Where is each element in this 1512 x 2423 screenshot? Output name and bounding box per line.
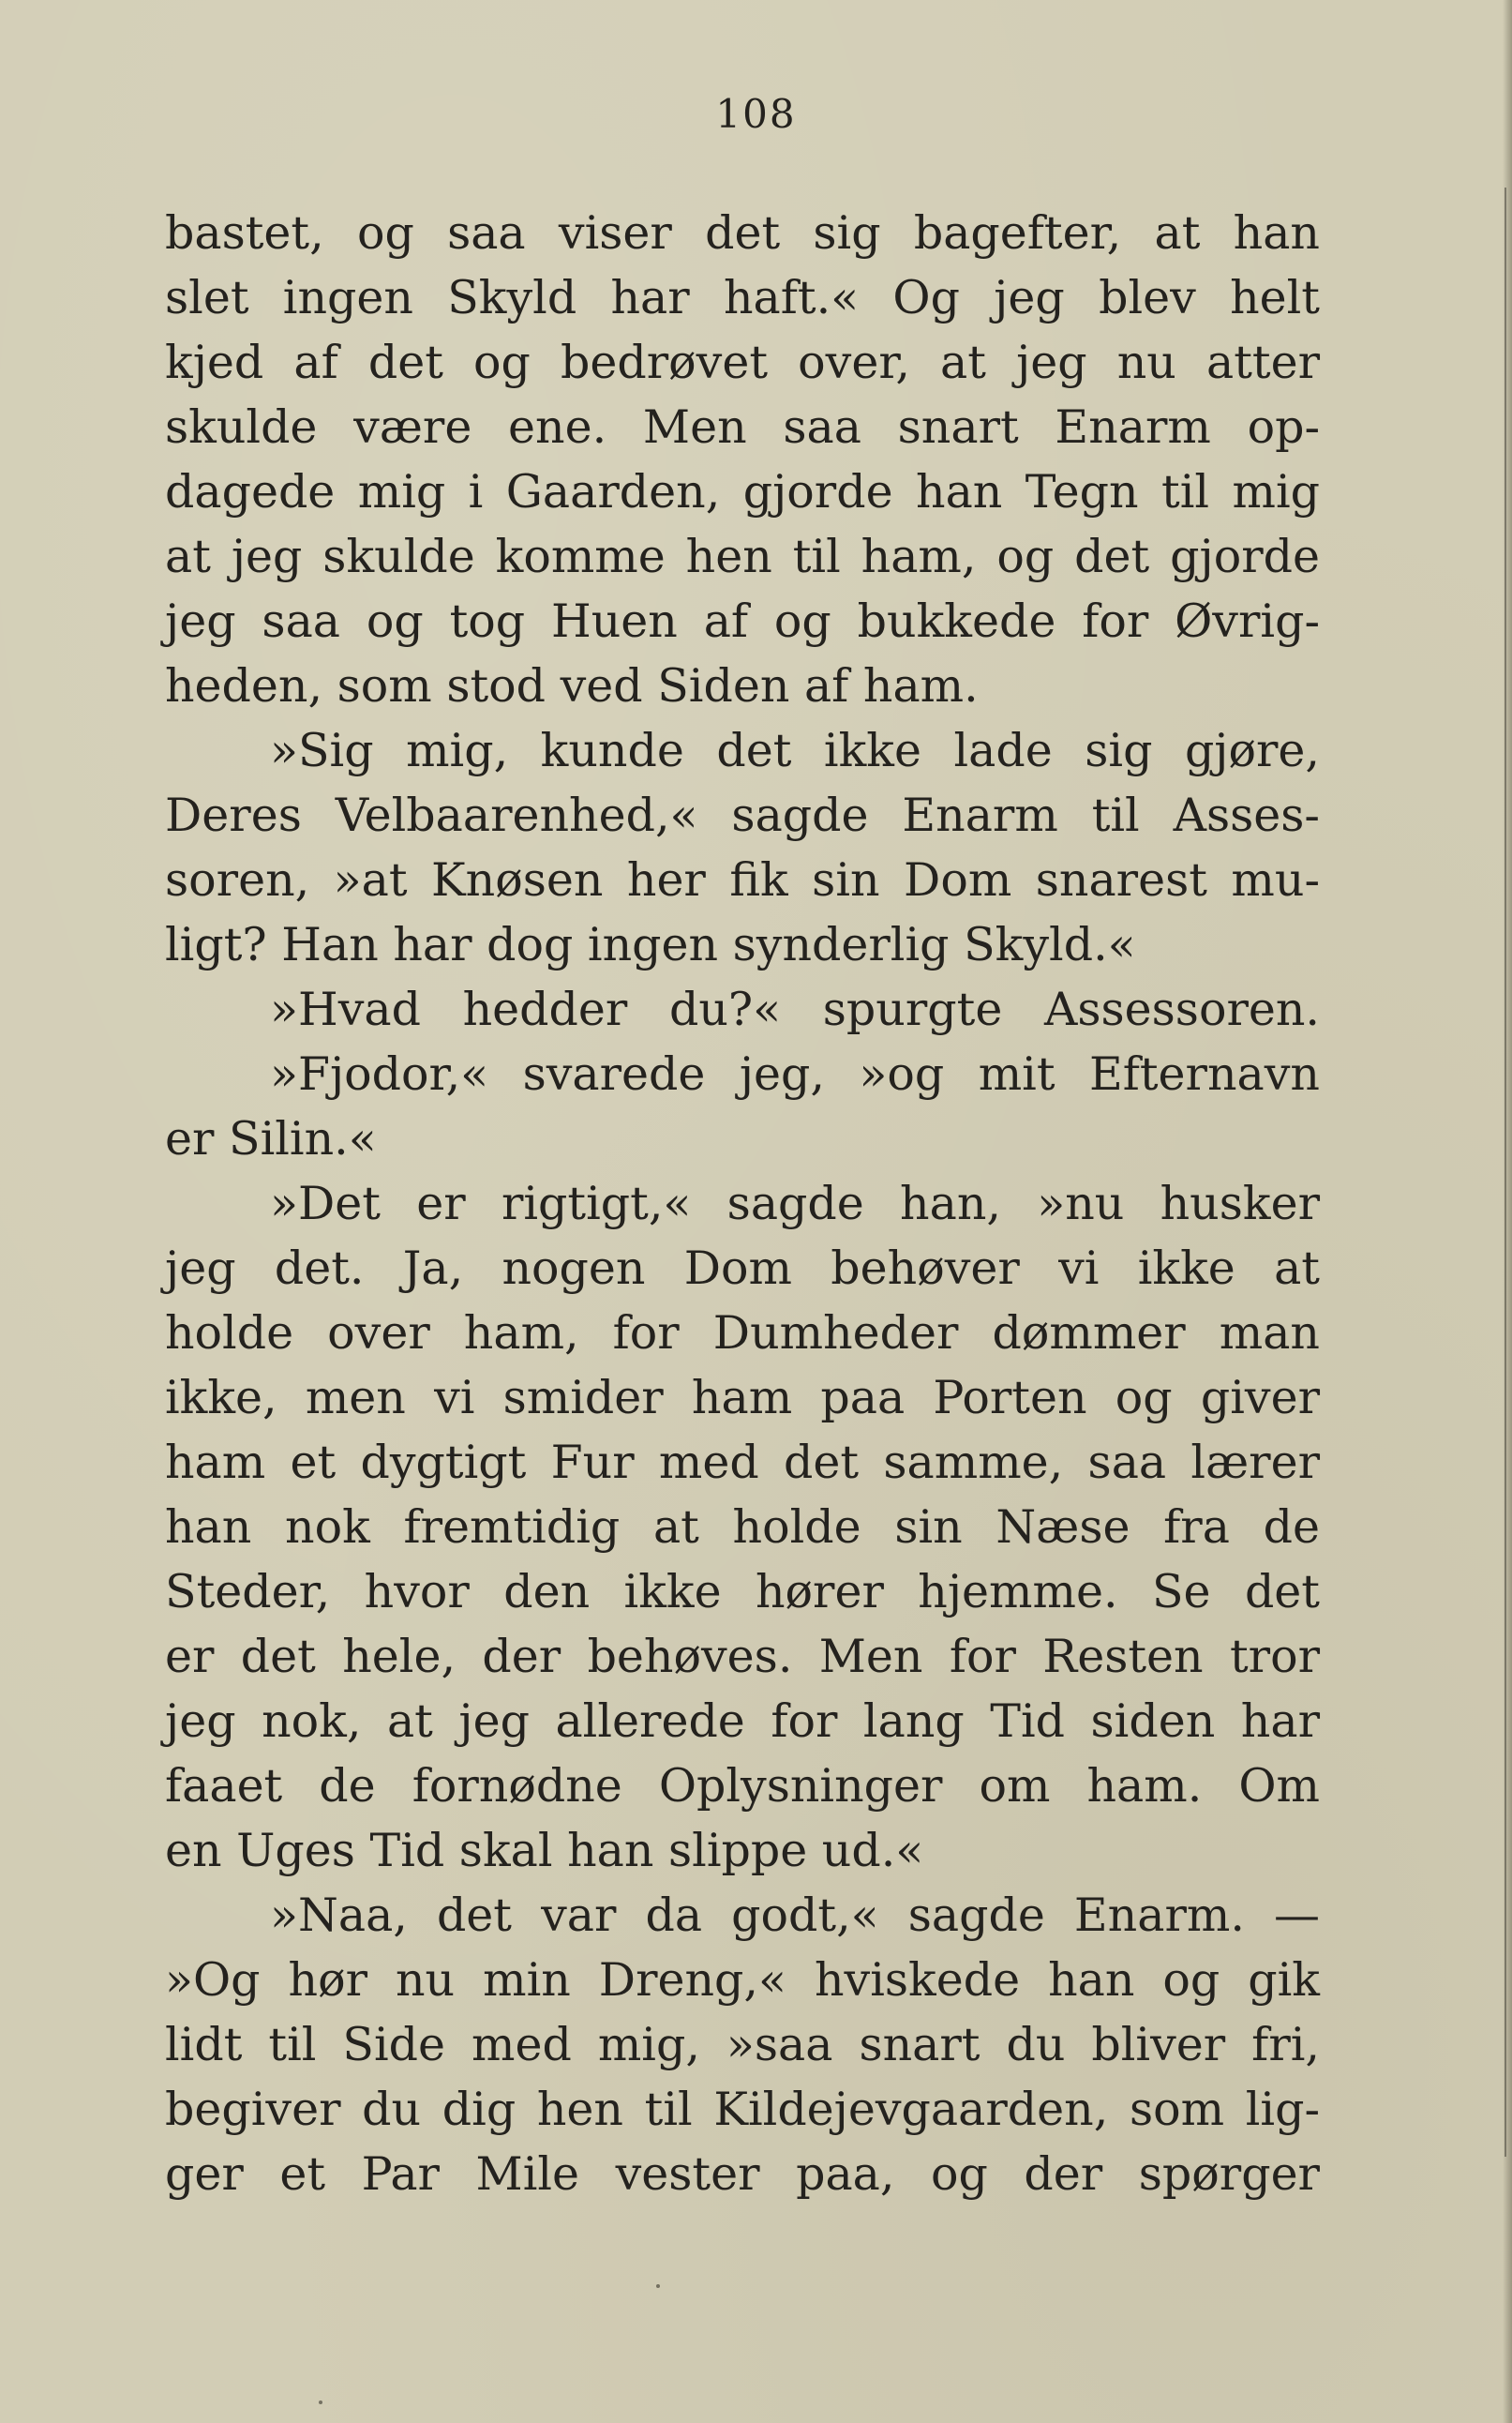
text-line-18: holde over ham, for Dumheder dømmer man <box>165 1306 1320 1360</box>
text-line-12: ligt? Han har dog ingen synderlig Skyld.« <box>165 918 1136 971</box>
text-line-31: ger et Par Mile vester paa, og der spørger <box>165 2147 1320 2201</box>
text-line-11: soren, »at Knøsen her fik sin Dom snarest mu- <box>165 853 1320 907</box>
text-line-24: jeg nok, at jeg allerede for lang Tid siden har <box>165 1694 1320 1748</box>
page-edge-line <box>1505 188 1506 2157</box>
text-line-30: begiver du dig hen til Kildejevgaarden, som lig- <box>165 2083 1320 2136</box>
text-line-3: kjed af det og bedrøvet over, at jeg nu atter <box>165 336 1320 389</box>
text-line-16: »Det er rigtigt,« sagde han, »nu husker <box>270 1177 1320 1230</box>
text-line-15: er Silin.« <box>165 1112 377 1166</box>
text-line-22: Steder, hvor den ikke hører hjemme. Se det <box>165 1565 1320 1618</box>
page-number: 108 <box>715 91 797 137</box>
text-line-25: faaet de fornødne Oplysninger om ham. Om <box>165 1759 1320 1813</box>
text-line-4: skulde være ene. Men saa snart Enarm op- <box>165 400 1320 454</box>
paper-speck <box>656 2284 660 2288</box>
text-line-21: han nok fremtidig at holde sin Næse fra de <box>165 1500 1320 1554</box>
text-line-29: lidt til Side med mig, »saa snart du bliver fri, <box>165 2018 1320 2071</box>
body-text <box>165 201 1320 2206</box>
text-line-26: en Uges Tid skal han slippe ud.« <box>165 1824 924 1877</box>
text-line-2: slet ingen Skyld har haft.« Og jeg blev helt <box>165 271 1320 324</box>
paper-speck <box>319 2400 322 2404</box>
text-line-10: Deres Velbaarenhed,« sagde Enarm til Asses- <box>165 789 1320 842</box>
text-line-27: »Naa, det var da godt,« sagde Enarm. — <box>270 1889 1320 1942</box>
text-line-13: »Hvad hedder du?« spurgte Assessoren. <box>270 983 1320 1036</box>
text-line-1: bastet, og saa viser det sig bagefter, at han <box>165 206 1320 260</box>
text-line-8: heden, som stod ved Siden af ham. <box>165 659 979 713</box>
text-line-23: er det hele, der behøves. Men for Resten tror <box>165 1630 1320 1683</box>
text-line-20: ham et dygtigt Fur med det samme, saa lærer <box>165 1436 1320 1489</box>
text-line-7: jeg saa og tog Huen af og bukkede for Øvrig- <box>165 594 1320 648</box>
text-line-17: jeg det. Ja, nogen Dom behøver vi ikke at <box>165 1242 1320 1295</box>
text-line-14: »Fjodor,« svarede jeg, »og mit Efternavn <box>270 1047 1320 1101</box>
text-line-28: »Og hør nu min Dreng,« hviskede han og gik <box>165 1953 1320 2007</box>
text-line-9: »Sig mig, kunde det ikke lade sig gjøre, <box>270 724 1320 777</box>
text-line-5: dagede mig i Gaarden, gjorde han Tegn til mig <box>165 465 1320 519</box>
text-line-19: ikke, men vi smider ham paa Porten og giver <box>165 1371 1320 1424</box>
text-line-6: at jeg skulde komme hen til ham, og det gjorde <box>165 530 1320 583</box>
